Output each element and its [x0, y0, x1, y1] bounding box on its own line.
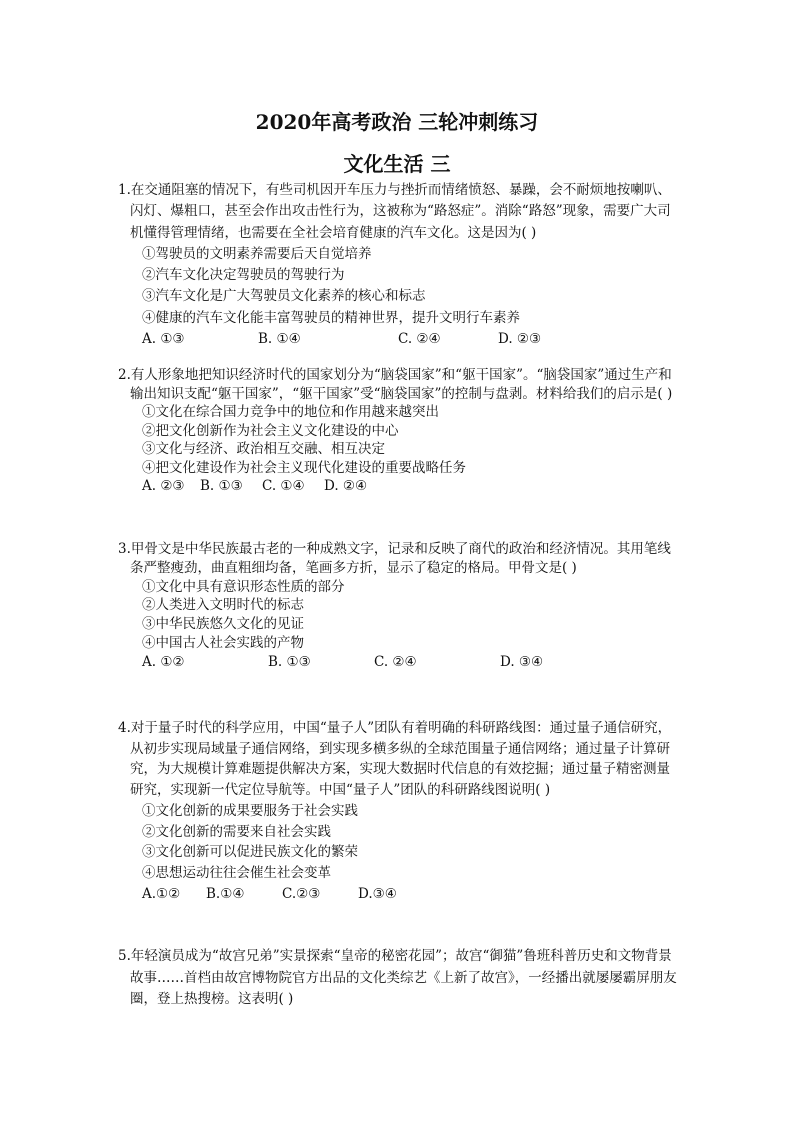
option-item: ③文化创新可以促进民族文化的繁荣 [142, 844, 358, 861]
answer-choice: A. ②③ [142, 478, 185, 494]
page-subtitle: 文化生活 三 [343, 152, 451, 176]
option-item: ③中华民族悠久文化的见证 [142, 616, 304, 633]
answer-choice: D. ②④ [324, 478, 368, 494]
answer-choices [118, 477, 678, 496]
question-stem: 5.年轻演员成为“故宫兄弟”实景探索“皇帝的秘密花园”；故宫“御猫”鲁班科普历史和文物背景故事……首档由故宫博物院官方出品的文化类综艺《上新了故宫》，一经播出就屡屡霸屏朋友圈，登上热搜榜。这表明( ) [118, 948, 677, 1008]
question-4 [118, 718, 678, 904]
answer-choice: C. ①④ [262, 478, 305, 494]
question-2 [118, 366, 678, 496]
option-item: ②文化创新的需要来自社会实践 [142, 823, 331, 840]
answer-choices [118, 329, 678, 350]
option-item: ①文化创新的成果要服务于社会实践 [142, 802, 358, 819]
answer-choices [118, 884, 678, 905]
option-item: ④把文化建设作为社会主义现代化建设的重要战略任务 [142, 459, 466, 476]
option-item: ③文化与经济、政治相互交融、相互决定 [142, 441, 385, 457]
answer-choice: D.③④ [358, 885, 397, 902]
option-item: ②汽车文化决定驾驶员的驾驶行为 [142, 267, 345, 284]
question-stem: 1.在交通阻塞的情况下，有些司机因开车压力与挫折而情绪愤怒、暴躁，会不耐烦地按喇叭、闪灯、爆粗口，甚至会作出攻击性行为，这被称为“路怒症”。消除“路怒”现象，需要广大司机懂得管理情绪，也需要在全社会培育健康的汽车文化。这是因为( ) [118, 182, 671, 241]
option-item: ①文化中具有意识形态性质的部分 [142, 578, 345, 595]
answer-choice: B. ①③ [200, 478, 243, 494]
answer-choice: A.①② [142, 885, 181, 902]
option-item: ②把文化创新作为社会主义文化建设的中心 [142, 422, 399, 439]
question-stem: 4.对于量子时代的科学应用，中国“量子人”团队有着明确的科研路线图：通过量子通信研究，从初步实现局域量子通信网络，到实现多横多纵的全球范围量子通信网络；通过量子计算研究，为大规模计算难题提供解决方案，实现大数据时代信息的有效挖掘；通过量子精密测量研究，实现新一代定位导航等。中国“量子人”团队的科研路线图说明( ) [118, 720, 672, 799]
answer-choice: C. ②④ [398, 331, 441, 348]
answer-choice: B.①④ [206, 885, 245, 902]
page-title: 2020年高考政治 三轮冲刺练习 [255, 110, 539, 134]
question-stem: 3.甲骨文是中华民族最古老的一种成熟文字，记录和反映了商代的政治和经济情况。其用笔线条严整瘦劲，曲直粗细均备，笔画多方折，显示了稳定的格局。甲骨文是( ) [118, 541, 671, 576]
question-5 [118, 946, 678, 1011]
option-item: ④中国古人社会实践的产物 [142, 634, 304, 651]
option-item: ①文化在综合国力竞争中的地位和作用越来越突出 [142, 404, 439, 420]
answer-choice: B. ①④ [258, 331, 301, 348]
answer-choice: A. ①③ [142, 331, 185, 348]
answer-choice: D. ③④ [500, 653, 544, 670]
answer-choice: B. ①③ [268, 653, 311, 670]
option-item: ④思想运动往往会催生社会变革 [142, 864, 331, 881]
option-item: ①驾驶员的文明素养需要后天自觉培养 [142, 245, 372, 262]
option-item: ③汽车文化是广大驾驶员文化素养的核心和标志 [142, 288, 426, 305]
question-3 [118, 540, 678, 672]
answer-choice: D. ②③ [498, 331, 542, 348]
option-item: ④健康的汽车文化能丰富驾驶员的精神世界，提升文明行车素养 [142, 309, 520, 326]
question-1 [118, 180, 678, 350]
answer-choice: A. ①② [142, 653, 185, 670]
answer-choices [118, 653, 678, 672]
answer-choice: C. ②④ [374, 653, 417, 670]
question-stem: 2.有人形象地把知识经济时代的国家划分为“脑袋国家”和“躯干国家”。“脑袋国家”通过生产和输出知识支配“躯干国家”，“躯干国家”受“脑袋国家”的控制与盘剥。材料给我们的启示是( ) [118, 367, 673, 402]
answer-choice: C.②③ [282, 885, 321, 902]
option-item: ②人类进入文明时代的标志 [142, 597, 304, 614]
